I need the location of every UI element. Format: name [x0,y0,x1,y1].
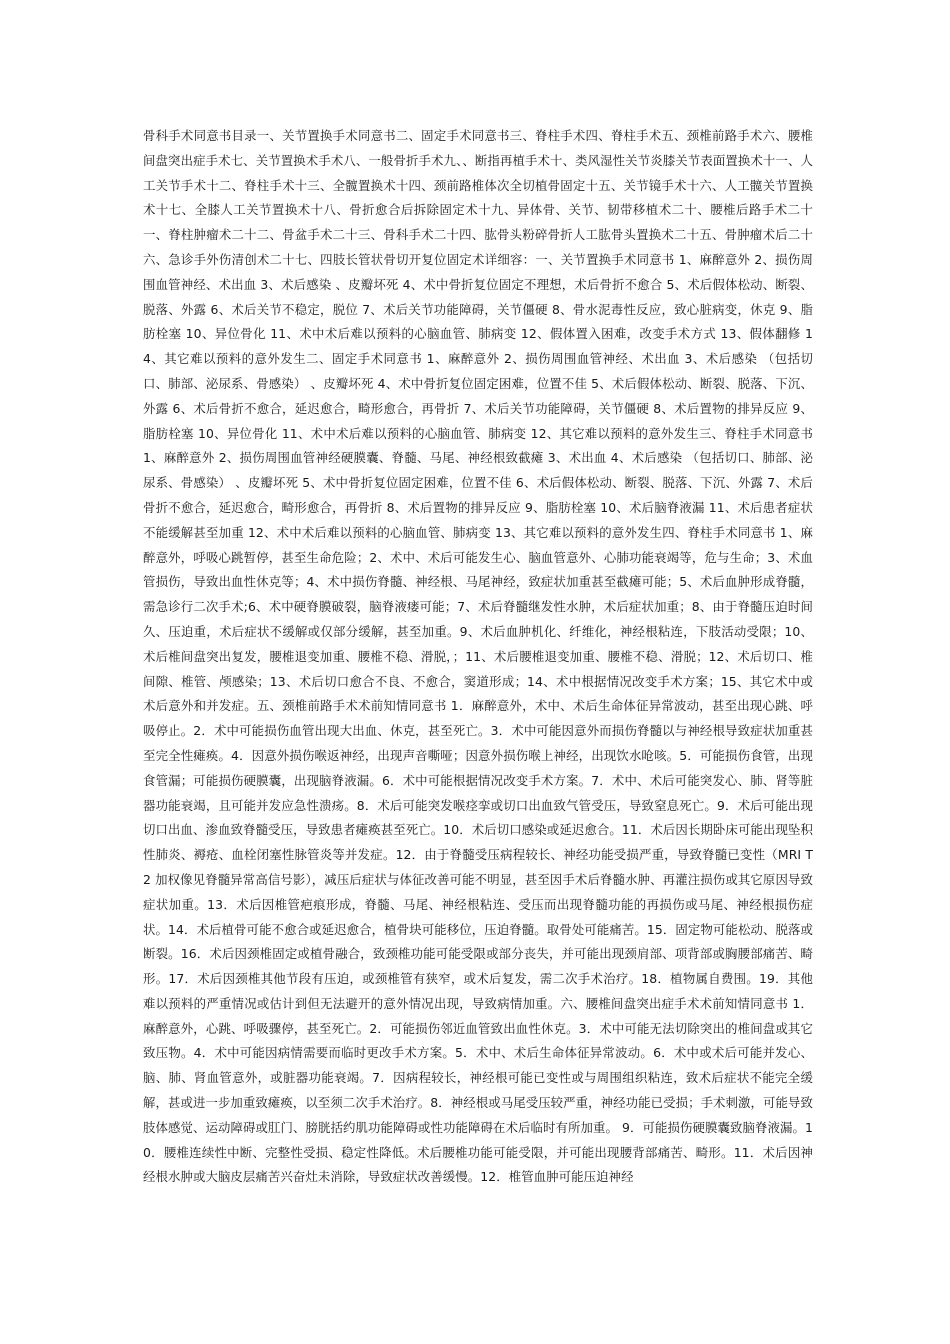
document-body-text: 骨科手术同意书目录一、关节置换手术同意书二、固定手术同意书三、脊柱手术四、脊柱手术五、颈椎前路手术六、腰椎间盘突出症手术七、关节置换术手术八、一般骨折手术九、、断指再植手术十、类风湿性关节炎膝关节表面置换术十一、人工关节手术十二、脊柱手术十三、全髋置换术十四、颈前路椎体次全切植骨固定十五、关节镜手术十六、人工髋关节置换术十七、全膝人工关节置换术十八、骨折愈合后拆除固定术十九、异体骨、关节、韧带移植术二十、腰椎后路手术二十一、脊柱肿瘤术二十二、骨盆手术二十三、骨科手术二十四、肱骨头粉碎骨折人工肱骨头置换术二十五、骨肿瘤术后二十六、急诊手外伤清创术二十七、四肢长管状骨切开复位固定术详细容：一、关节置换手术同意书 1、麻醉意外 2、损伤周围血管神经、术出血 3、术后感染 、皮瓣坏死 4、术中骨折复位固定不理想，术后骨折不愈合 5、术后假体松动、断裂、脱落、外露 6、术后关节不稳定，脱位 7、术后关节功能障碍，关节僵硬 8、骨水泥毒性反应，致心脏病变，休克 9、脂肪栓塞 10、异位骨化 11、术中术后难以预料的心脑血管、肺病变 12、假体置入困难，改变手术方式 13、假体翻修 14、其它难以预料的意外发生二、固定手术同意书 1、麻醉意外 2、损伤周围血管神经、术出血 3、术后感染 （包括切口、肺部、泌尿系、骨感染） 、皮瓣坏死 4、术中骨折复位固定困难，位置不佳 5、术后假体松动、断裂、脱落、下沉、外露 6、术后骨折不愈合，延迟愈合，畸形愈合，再骨折 7、术后关节功能障碍，关节僵硬 8、术后置物的排异反应 9、脂肪栓塞 10、异位骨化 11、术中术后难以预料的心脑血管、肺病变 12、其它难以预料的意外发生三、脊柱手术同意书 1、麻醉意外 2、损伤周围血管神经硬膜囊、脊髓、马尾、神经根致截瘫 3、术出血 4、术后感染 （包括切口、肺部、泌尿系、骨感染） 、皮瓣坏死 5、术中骨折复位固定困难，位置不佳 6、术后假体松动、断裂、脱落、下沉、外露 7、术后骨折不愈合，延迟愈合，畸形愈合，再骨折 8、术后置物的排异反应 9、脂肪栓塞 10、术后脑脊液漏 11、术后患者症状不能缓解甚至加重 12、术中术后难以预料的心脑血管、肺病变 13、其它难以预料的意外发生四、脊柱手术同意书 1、麻醉意外，呼吸心跳暂停，甚至生命危险；2、术中、术后可能发生心、脑血管意外、心肺功能衰竭等，危与生命；3、术血管损伤，导致出血性休克等；4、术中损伤脊髓、神经根、马尾神经，致症状加重甚至截瘫可能；5、术后血肿形成脊髓，需急诊行二次手术;6、术中硬脊膜破裂，脑脊液瘘可能；7、术后脊髓继发性水肿，术后症状加重；8、由于脊髓压迫时间久、压迫重，术后症状不缓解或仅部分缓解，甚至加重。9、术后血肿机化、纤维化，神经根粘连，下肢活动受限；10、术后椎间盘突出复发，腰椎退变加重、腰椎不稳、滑脱，；11、术后腰椎退变加重、腰椎不稳、滑脱；12、术后切口、椎间隙、椎管、颅感染；13、术后切口愈合不良、不愈合，窦道形成；14、术中根据情况改变手术方案；15、其它术中或术后意外和并发症。五、颈椎前路手术术前知情同意书 1．麻醉意外，术中、术后生命体征异常波动，甚至出现心跳、呼吸停止。2．术中可能损伤血管出现大出血、休克，甚至死亡。3．术中可能因意外而损伤脊髓以与神经根导致症状加重甚至完全性瘫痪。4．因意外损伤喉返神经，出现声音嘶哑；因意外损伤喉上神经，出现饮水呛咳。5．可能损伤食管，出现食管漏；可能损伤硬膜囊，出现脑脊液漏。6．术中可能根据情况改变手术方案。7．术中、术后可能突发心、肺、肾等脏器功能衰竭，且可能并发应急性溃疡。8．术后可能突发喉痉挛或切口出血致气管受压，导致窒息死亡。9．术后可能出现切口出血、渗血致脊髓受压，导致患者瘫痪甚至死亡。10．术后切口感染或延迟愈合。11．术后因长期卧床可能出现坠积性肺炎、褥疮、血栓闭塞性脉管炎等并发症。12．由于脊髓受压病程较长、神经功能受损严重，导致脊髓已变性（MRI T2 加权像见脊髓异常高信号影），减压后症状与体征改善可能不明显，甚至因手术后脊髓水肿、再灌注损伤或其它原因导致症状加重。13．术后因椎管疤痕形成，脊髓、马尾、神经根粘连、受压而出现脊髓功能的再损伤或马尾、神经根损伤症状。14．术后植骨可能不愈合或延迟愈合，植骨块可能移位，压迫脊髓。取骨处可能痛苦。15．固定物可能松动、脱落或断裂。16．术后因颈椎固定或植骨融合，致颈椎功能可能受限或部分丧失，并可能出现颈肩部、项背部或胸腰部痛苦、畸形。17．术后因颈椎其他节段有压迫，或颈椎管有狭窄，或术后复发，需二次手术治疗。18．植物属自费围。19．其他难以预料的严重情况或估计到但无法避开的意外情况出现，导致病情加重。六、腰椎间盘突出症手术术前知情同意书 1．麻醉意外，心跳、呼吸骤停，甚至死亡。2．可能损伤邻近血管致出血性休克。3．术中可能无法切除突出的椎间盘或其它致压物。4．术中可能因病情需要而临时更改手术方案。5．术中、术后生命体征异常波动。6．术中或术后可能并发心、脑、肺、肾血管意外，或脏器功能衰竭。7．因病程较长，神经根可能已变性或与周围组织粘连，致术后症状不能完全缓解，甚或进一步加重致瘫痪，以至须二次手术治疗。8．神经根或马尾受压较严重，神经功能已受损；手术刺激，可能导致肢体感觉、运动障碍或肛门、膀胱括约肌功能障碍或性功能障碍在术后临时有所加重。 9．可能损伤硬膜囊致脑脊液漏。10．腰椎连续性中断、完整性受损、稳定性降低。术后腰椎功能可能受限，并可能出现腰背部痛苦、畸形。11．术后因神经根水肿或大脑皮层痛苦兴奋灶未消除，导致症状改善缓慢。12．椎管血肿可能压迫神经 [143,128,813,1185]
